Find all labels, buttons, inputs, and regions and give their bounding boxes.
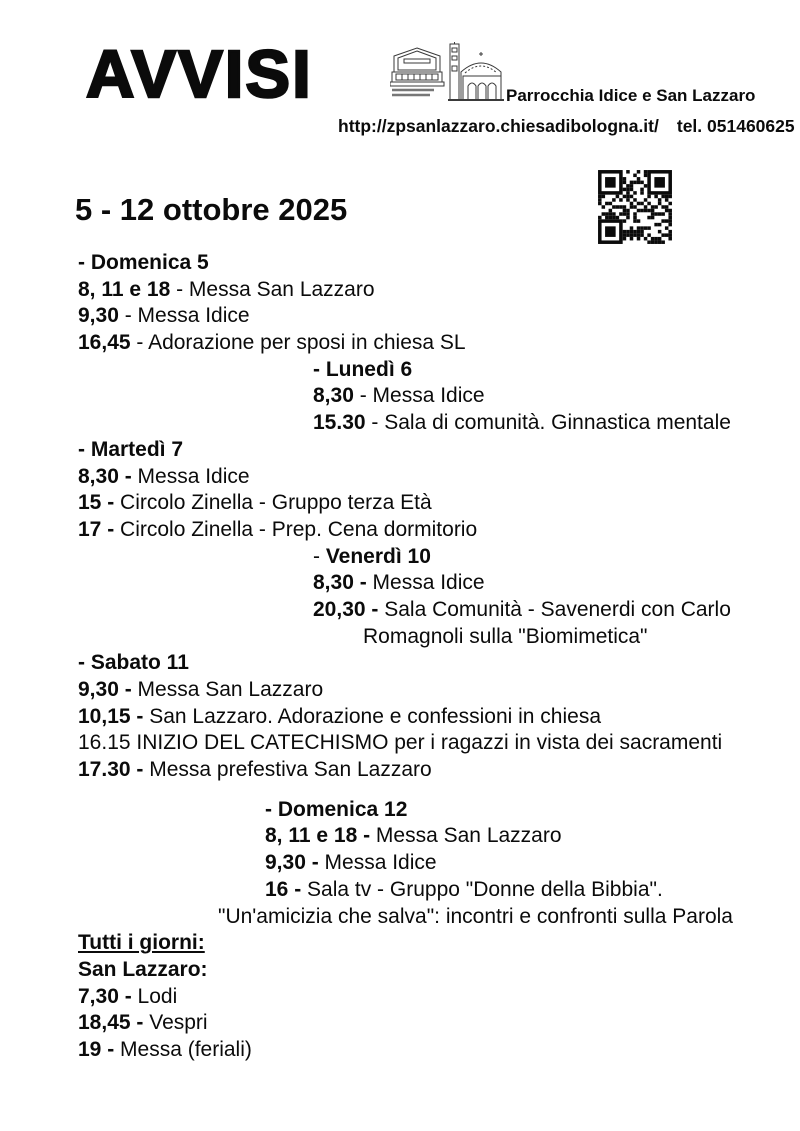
schedule-line: - Domenica 5	[78, 251, 209, 274]
schedule-line: 8, 11 e 18 - Messa San Lazzaro	[265, 824, 562, 848]
page-title: AVVISI	[86, 37, 313, 112]
schedule-line: 17 - Circolo Zinella - Prep. Cena dormitorio	[78, 517, 478, 541]
schedule-line: 8,30 - Messa Idice	[313, 571, 485, 595]
schedule-line: 17.30 - Messa prefestiva San Lazzaro	[78, 758, 432, 782]
schedule-line: 8,30 - Messa Idice	[313, 384, 485, 408]
schedule-line: - Venerdì 10	[313, 544, 431, 568]
contact-line	[338, 116, 795, 137]
schedule-line: 9,30 - Messa Idice	[78, 304, 250, 328]
schedule-line: 16,45 - Adorazione per sposi in chiesa SL	[78, 331, 466, 355]
schedule-line: 16.15 INIZIO DEL CATECHISMO per i ragazzi in vista dei sacramenti	[78, 731, 723, 755]
date-heading: 5 - 12 ottobre 2025	[75, 192, 348, 227]
qr-code	[591, 163, 679, 251]
schedule-line: Tutti i giorni:	[78, 931, 205, 955]
schedule-line: 19 - Messa (feriali)	[78, 1037, 252, 1061]
website-url: http://zpsanlazzaro.chiesadibologna.it/	[338, 116, 659, 136]
schedule-line	[0, 784, 800, 797]
schedule-line: - Martedì 7	[78, 437, 184, 461]
schedule-line: 10,15 - San Lazzaro. Adorazione e confessioni in chiesa	[78, 704, 602, 728]
schedule-line: "Un'amicizia che salva": incontri e confronti sulla Parola	[218, 904, 733, 928]
schedule-line: 9,30 - Messa Idice	[265, 851, 437, 875]
phone-number: tel. 051460625	[676, 116, 795, 136]
schedule-line: 7,30 - Lodi	[78, 984, 178, 1008]
schedule-list	[0, 250, 800, 1064]
schedule-line: 16 - Sala tv - Gruppo "Donne della Bibbia".	[265, 877, 663, 901]
schedule-line: 8, 11 e 18 - Messa San Lazzaro	[78, 277, 375, 301]
parish-name: Parrocchia Idice e San Lazzaro	[506, 86, 756, 105]
schedule-line: 20,30 - Sala Comunità - Savenerdi con Carlo	[313, 597, 731, 621]
schedule-line: 15 - Circolo Zinella - Gruppo terza Età	[78, 491, 432, 515]
church-illustrations-icon	[390, 42, 514, 112]
schedule-line: - Sabato 11	[78, 651, 189, 675]
schedule-line: Romagnoli sulla "Biomimetica"	[363, 624, 648, 648]
schedule-line: 8,30 - Messa Idice	[78, 464, 250, 488]
schedule-line: 9,30 - Messa San Lazzaro	[78, 678, 324, 701]
schedule-line: - Domenica 12	[265, 797, 408, 821]
schedule-line: - Lunedì 6	[313, 357, 413, 381]
schedule-line: San Lazzaro:	[78, 957, 208, 981]
schedule-line: 18,45 - Vespri	[78, 1011, 208, 1035]
schedule-line: 15.30 - Sala di comunità. Ginnastica mentale	[313, 411, 731, 435]
